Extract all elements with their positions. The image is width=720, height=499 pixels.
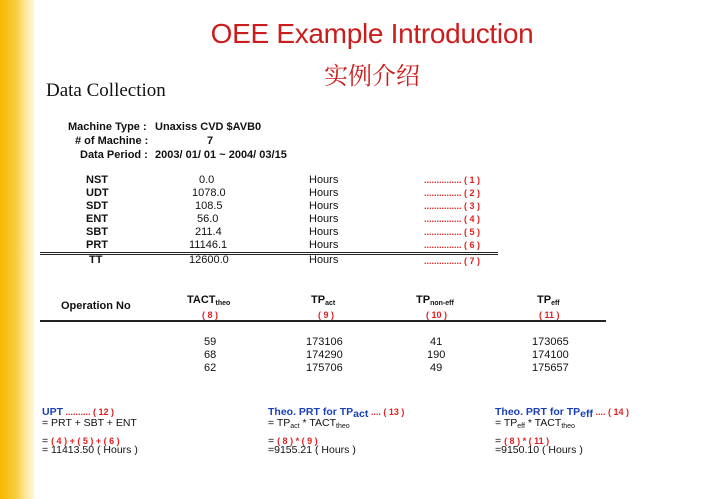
- formula-upt-line1: = PRT + SBT + ENT: [42, 417, 137, 429]
- time-ref-6: ............... ( 6 ): [424, 240, 481, 250]
- formula-upt-title: UPT .......... ( 12 ): [42, 406, 115, 418]
- table-divider: [40, 320, 606, 322]
- ops-cell: 173106: [306, 336, 343, 348]
- formula-upt-line3: = 11413.50 ( Hours ): [42, 444, 138, 456]
- formula-upt-line2: = ( 4 ) + ( 5 ) + ( 6 ): [42, 435, 120, 447]
- time-label-sdt: SDT: [86, 200, 108, 212]
- ops-cell: 173065: [532, 336, 569, 348]
- formula-theo-eff-title: Theo. PRT for $TP_{eff}$ .... ( 14 ): [495, 406, 630, 420]
- time-unit: Hours: [309, 213, 339, 225]
- time-unit: Hours: [309, 254, 339, 266]
- time-value-nst: 0.0: [199, 174, 215, 186]
- num-machine-value: 7: [207, 135, 214, 147]
- time-unit: Hours: [309, 200, 339, 212]
- slide-title-chinese: 实例介绍: [324, 63, 420, 90]
- time-value-udt: 1078.0: [192, 187, 226, 199]
- ops-col-tp-non-eff: $TP_{non-eff}$: [416, 294, 454, 307]
- time-ref-4: ............... ( 4 ): [424, 214, 481, 224]
- ops-ref-8: ( 8 ): [202, 310, 219, 320]
- ops-cell: 174100: [532, 349, 569, 361]
- data-period-label: Data Period :: [80, 149, 148, 161]
- time-ref-2: ............... ( 2 ): [424, 188, 481, 198]
- time-value-sbt: 211.4: [195, 226, 222, 238]
- ops-col-tp-act: $TP_{act}$: [311, 294, 336, 307]
- ops-col-tp-eff: $TP_{eff}$: [537, 294, 560, 307]
- time-ref-3: ............... ( 3 ): [424, 201, 481, 211]
- ops-cell: 59: [204, 336, 217, 348]
- formula-theo-act-title: Theo. PRT for $TP_{act}$ .... ( 13 ): [268, 406, 405, 420]
- table-divider: [40, 254, 498, 255]
- num-machine-label: # of Machine :: [75, 135, 149, 147]
- time-label-ent: ENT: [86, 213, 108, 225]
- ops-cell: 62: [204, 362, 217, 374]
- formula-theo-eff-line2: = ( 8 ) * ( 11 ): [495, 435, 550, 447]
- ops-cell: 68: [204, 349, 217, 361]
- ops-cell: 175657: [532, 362, 569, 374]
- time-label-udt: UDT: [86, 187, 109, 199]
- formula-theo-eff-line3: =9150.10 ( Hours ): [495, 444, 583, 456]
- formula-theo-act-line2: = ( 8 ) * ( 9 ): [268, 435, 318, 447]
- time-value-prt: 11146.1: [189, 239, 228, 251]
- time-label-prt: PRT: [86, 239, 108, 251]
- time-unit: Hours: [309, 187, 339, 199]
- ops-cell: 41: [430, 336, 443, 348]
- ops-cell: 175706: [306, 362, 343, 374]
- time-value-sdt: 108.5: [195, 200, 223, 212]
- time-label-tt: TT: [89, 254, 103, 266]
- time-label-nst: NST: [86, 174, 108, 186]
- ops-col-tact-theo: $TACT_{theo}$: [187, 294, 231, 307]
- data-period-value: 2003/ 01/ 01 ~ 2004/ 03/15: [155, 149, 287, 161]
- time-ref-1: ............... ( 1 ): [424, 175, 481, 185]
- ops-col-operation-no: Operation No: [61, 300, 131, 312]
- machine-type-label: Machine Type :: [68, 121, 147, 133]
- ops-cell: 190: [427, 349, 446, 361]
- ops-ref-10: ( 10 ): [426, 310, 448, 320]
- time-value-ent: 56.0: [197, 213, 219, 225]
- formula-theo-act-line1: = $TP_{act}$ * $TACT_{theo}$: [268, 417, 350, 430]
- time-unit: Hours: [309, 239, 339, 251]
- time-ref-7: ............... ( 7 ): [424, 256, 481, 266]
- ops-ref-9: ( 9 ): [318, 310, 335, 320]
- ops-cell: 174290: [306, 349, 343, 361]
- formula-theo-act-line3: =9155.21 ( Hours ): [268, 444, 356, 456]
- ops-ref-11: ( 11 ): [539, 310, 560, 320]
- time-label-sbt: SBT: [86, 226, 108, 238]
- slide-title: OEE Example Introduction: [210, 18, 534, 49]
- machine-type-value: Unaxiss CVD $AVB0: [155, 121, 262, 133]
- time-unit: Hours: [309, 174, 339, 186]
- section-heading: Data Collection: [46, 80, 166, 101]
- time-ref-5: ............... ( 5 ): [424, 227, 481, 237]
- time-value-tt: 12600.0: [189, 254, 229, 266]
- time-unit: Hours: [309, 226, 339, 238]
- formula-theo-eff-line1: = $TP_{eff}$ * $TACT_{theo}$: [495, 417, 575, 430]
- ops-cell: 49: [430, 362, 443, 374]
- table-divider: [40, 252, 498, 253]
